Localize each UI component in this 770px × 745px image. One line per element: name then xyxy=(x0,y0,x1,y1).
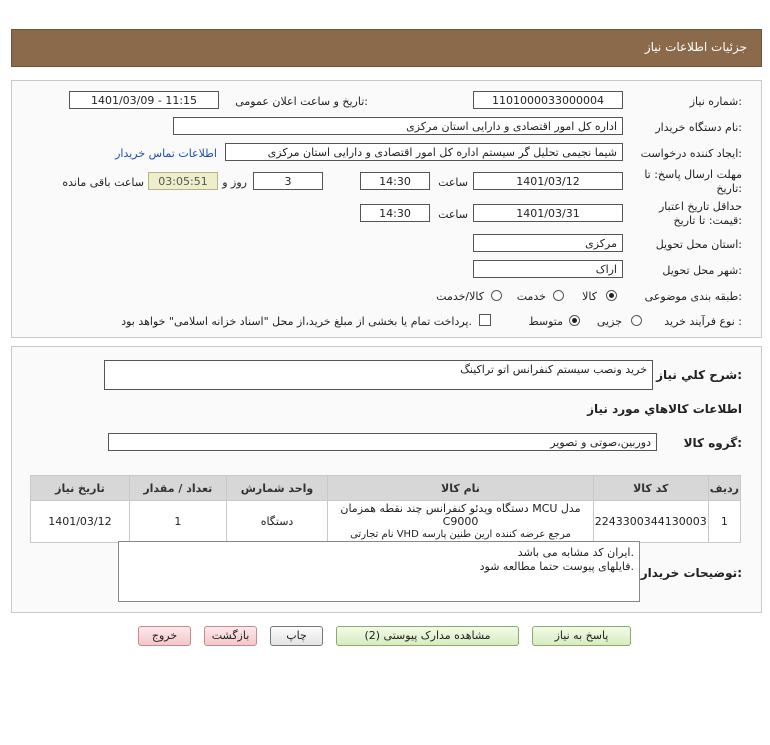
buyer-contact-link[interactable]: اطلاعات تماس خریدار xyxy=(115,147,217,160)
requester-label: ایجاد کننده درخواست: xyxy=(640,147,742,160)
city-label: شهر محل تحویل: xyxy=(662,264,742,277)
deadline-time-field: 14:30 xyxy=(360,172,430,190)
cell-item-name xyxy=(328,501,594,543)
process-radio-medium[interactable] xyxy=(569,315,580,326)
deadline-date-field: 1401/03/12 xyxy=(473,172,623,190)
category-radio-goods[interactable] xyxy=(606,290,617,301)
category-option-service: خدمت xyxy=(516,290,546,303)
table-row xyxy=(31,501,741,543)
page-title-bar xyxy=(11,29,762,67)
summary-field: خرید ونصب سیستم کنفرانس اتو تراکینگ xyxy=(104,360,653,390)
buyer-org-label: نام دستگاه خریدار: xyxy=(655,121,742,134)
goods-section-title: اطلاعات کالاهاي مورد نياز xyxy=(587,402,742,416)
announce-datetime-label: تاریخ و ساعت اعلان عمومی: xyxy=(235,95,368,108)
province-field: مرکزی xyxy=(473,234,623,252)
print-button[interactable]: چاپ xyxy=(270,626,323,646)
province-label: استان محل تحویل: xyxy=(655,238,742,251)
validity-time-field: 14:30 xyxy=(360,204,430,222)
category-option-goods-service: کالا/خدمت xyxy=(436,290,484,303)
validity-time-label: ساعت xyxy=(438,208,468,221)
cell-unit: دستگاه xyxy=(226,501,327,543)
remaining-time-field: 03:05:51 xyxy=(148,172,218,190)
category-option-goods: کالا xyxy=(582,290,597,303)
deadline-days-field: 3 xyxy=(253,172,323,190)
remaining-time-label: ساعت باقی مانده xyxy=(62,176,144,189)
cell-quantity: 1 xyxy=(129,501,226,543)
goods-table xyxy=(30,475,741,543)
reply-button[interactable]: پاسخ به نیاز xyxy=(532,626,631,646)
process-option-medium: متوسط xyxy=(528,315,563,328)
cell-item-code: 2243300344130003 xyxy=(593,501,708,543)
table-header-row xyxy=(31,476,741,501)
col-item-code: کد کالا xyxy=(593,476,708,501)
deadline-label-line1: مهلت ارسال پاسخ: تا xyxy=(644,168,742,181)
col-row: ردیف xyxy=(708,476,740,501)
days-label: روز و xyxy=(222,176,247,189)
col-need-date: تاریخ نیاز xyxy=(31,476,130,501)
col-quantity: تعداد / مقدار xyxy=(129,476,226,501)
validity-label-line2: قیمت: تا تاریخ: xyxy=(673,214,742,227)
validity-label-line1: حداقل تاریخ اعتبار xyxy=(658,200,742,213)
deadline-time-label: ساعت xyxy=(438,176,468,189)
announce-datetime-field: 1401/03/09 - 11:15 xyxy=(69,91,219,109)
goods-group-field: دوربین،صوتی و تصویر xyxy=(108,433,657,451)
summary-label: شرح کلي نياز: xyxy=(656,368,742,382)
goods-group-label: گروه کالا: xyxy=(683,436,742,450)
process-radio-minor[interactable] xyxy=(631,315,642,326)
city-field: اراک xyxy=(473,260,623,278)
page-title: جزئیات اطلاعات نیاز xyxy=(644,40,747,54)
requester-field: شیما نجیمی تحلیل گر سیستم اداره کل امور اقتصادی و دارایی استان مرکزی xyxy=(225,143,623,161)
need-number-field: 1101000033000004 xyxy=(473,91,623,109)
back-button[interactable]: بازگشت xyxy=(204,626,257,646)
deadline-label-line2: تاریخ: xyxy=(716,182,742,195)
buyer-notes-line2: فایلهای پیوست حتما مطالعه شود. xyxy=(479,560,634,573)
validity-date-field: 1401/03/31 xyxy=(473,204,623,222)
buyer-notes-box xyxy=(118,541,640,602)
cell-need-date: 1401/03/12 xyxy=(31,501,130,543)
treasury-payment-checkbox[interactable] xyxy=(479,314,491,326)
view-attachments-button[interactable]: مشاهده مدارک پیوستی (2) xyxy=(336,626,519,646)
category-label: طبقه بندی موضوعی: xyxy=(644,290,742,303)
item-name-line2: نام تجارتی VHD مرجع عرضه کننده ارین طنین پارسه xyxy=(350,529,571,540)
process-type-label: نوع فرآیند خرید : xyxy=(664,315,742,328)
buyer-notes-label: توضیحات خریدار: xyxy=(640,566,742,580)
treasury-payment-note: پرداخت تمام یا بخشی از مبلغ خرید،از محل "اسناد خزانه اسلامی" خواهد بود. xyxy=(121,315,472,328)
item-name-line1: دستگاه ویدئو کنفرانس چند نقطه همزمان MCU مدل C9000 xyxy=(340,502,581,528)
col-item-name: نام کالا xyxy=(328,476,594,501)
buyer-org-field: اداره کل امور اقتصادی و دارایی استان مرکزی xyxy=(173,117,623,135)
col-unit: واحد شمارش xyxy=(226,476,327,501)
need-number-label: شماره نیاز: xyxy=(689,95,742,108)
cell-row-number: 1 xyxy=(708,501,740,543)
process-option-minor: جزیی xyxy=(596,315,622,328)
exit-button[interactable]: خروج xyxy=(138,626,191,646)
buyer-notes-line1: ایران کد مشابه می باشد. xyxy=(517,546,634,559)
category-radio-goods-service[interactable] xyxy=(491,290,502,301)
category-radio-service[interactable] xyxy=(553,290,564,301)
